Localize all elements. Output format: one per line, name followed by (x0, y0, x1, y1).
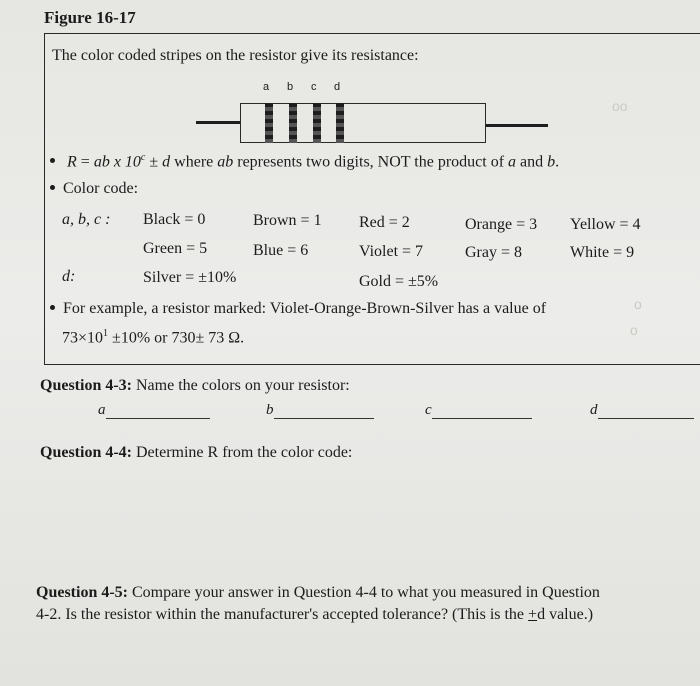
color-white: White = 9 (570, 244, 635, 261)
color-black: Black = 0 (143, 211, 206, 228)
color-blue: Blue = 6 (253, 242, 309, 259)
blank-letter-b: b (266, 402, 274, 418)
question-4-3-label: Question 4-3: (40, 377, 132, 394)
formula-ab: ab (93, 153, 110, 171)
stripe-c (313, 103, 321, 143)
formula-exp: c (140, 152, 146, 163)
answer-blank-d[interactable] (590, 402, 694, 419)
resistor-body (240, 103, 486, 143)
answer-blank-c[interactable] (425, 402, 532, 419)
color-silver: Silver = ±10% (143, 269, 237, 286)
color-gray: Gray = 8 (465, 244, 523, 261)
bullet-dot (50, 305, 55, 310)
answer-blank-a[interactable] (98, 402, 210, 419)
blank-line-d[interactable] (598, 404, 694, 419)
question-4-5-label: Question 4-5: (36, 584, 128, 601)
band-letter-a: a (263, 81, 270, 93)
formula-text2: represents two digits, NOT the product of (237, 153, 505, 171)
color-code-heading-text: Color code: (63, 180, 139, 197)
color-yellow: Yellow = 4 (570, 216, 641, 233)
color-violet: Violet = 7 (359, 243, 424, 260)
question-4-5-pm: + (528, 606, 538, 623)
formula-d: d (162, 153, 171, 171)
blank-letter-c: c (425, 402, 432, 418)
example-exp: 1 (103, 328, 109, 339)
color-red: Red = 2 (359, 214, 410, 231)
formula-text1: where (174, 153, 214, 171)
question-4-4 (40, 444, 352, 462)
d-label: d: (62, 268, 76, 285)
example-text: For example, a resistor marked: Violet-Orange-Brown-Silver has a value of (63, 300, 547, 317)
answer-blank-b[interactable] (266, 402, 374, 419)
blank-line-a[interactable] (106, 404, 210, 419)
band-letter-b: b (287, 81, 294, 93)
stripe-a (265, 103, 273, 143)
bullet-dot (50, 158, 55, 163)
blank-line-c[interactable] (432, 404, 532, 419)
example-base: 73×10 (62, 329, 104, 347)
blank-line-b[interactable] (274, 404, 374, 419)
formula-b: b (547, 153, 556, 171)
formula-line (50, 152, 559, 171)
intro-text: The color coded stripes on the resistor give its resistance: (52, 47, 419, 64)
band-letter-d: d (334, 81, 341, 93)
question-4-4-text: Determine R from the color code: (136, 444, 353, 461)
color-gold: Gold = ±5% (359, 273, 439, 290)
blank-letter-a: a (98, 402, 106, 418)
right-wire (486, 124, 548, 127)
color-orange: Orange = 3 (465, 216, 538, 233)
blank-letter-d: d (590, 402, 598, 418)
left-wire (196, 121, 242, 124)
formula-eq: = (80, 153, 90, 171)
formula-a: a (508, 153, 517, 171)
bleed-through-mark: oo (612, 98, 628, 114)
question-4-5-text3: d value.) (537, 606, 594, 623)
example-rest: ±10% or 730± 73 Ω. (112, 329, 245, 347)
question-4-5-line2 (36, 606, 593, 624)
formula-and: and (520, 153, 544, 171)
question-4-3 (40, 377, 350, 395)
band-letter-c: c (311, 81, 317, 93)
formula-r: R (67, 153, 77, 171)
question-4-5-text2: 4-2. Is the resistor within the manufacturer's accepted tolerance? (This is the (36, 606, 525, 623)
abc-label: a, b, c : (62, 211, 111, 228)
example-line1 (50, 300, 546, 318)
bleed-through-mark: o (630, 322, 638, 338)
stripe-d (336, 103, 344, 143)
color-green: Green = 5 (143, 240, 208, 257)
question-4-3-text: Name the colors on your resistor: (136, 377, 350, 394)
formula-x10: x 10 (113, 153, 141, 171)
bleed-through-mark: o (634, 296, 642, 312)
stripe-b (289, 103, 297, 143)
question-4-5-line1 (36, 584, 600, 602)
color-brown: Brown = 1 (253, 212, 322, 229)
question-4-5-text1: Compare your answer in Question 4-4 to what you measured in Question (132, 584, 600, 601)
formula-end: . (555, 153, 560, 171)
question-4-4-label: Question 4-4: (40, 444, 132, 461)
figure-title: Figure 16-17 (44, 8, 136, 27)
formula-ab2: ab (217, 153, 234, 171)
formula-pm: ± (149, 153, 159, 171)
example-line2 (62, 328, 244, 347)
color-code-heading (50, 180, 138, 198)
bullet-dot (50, 185, 55, 190)
